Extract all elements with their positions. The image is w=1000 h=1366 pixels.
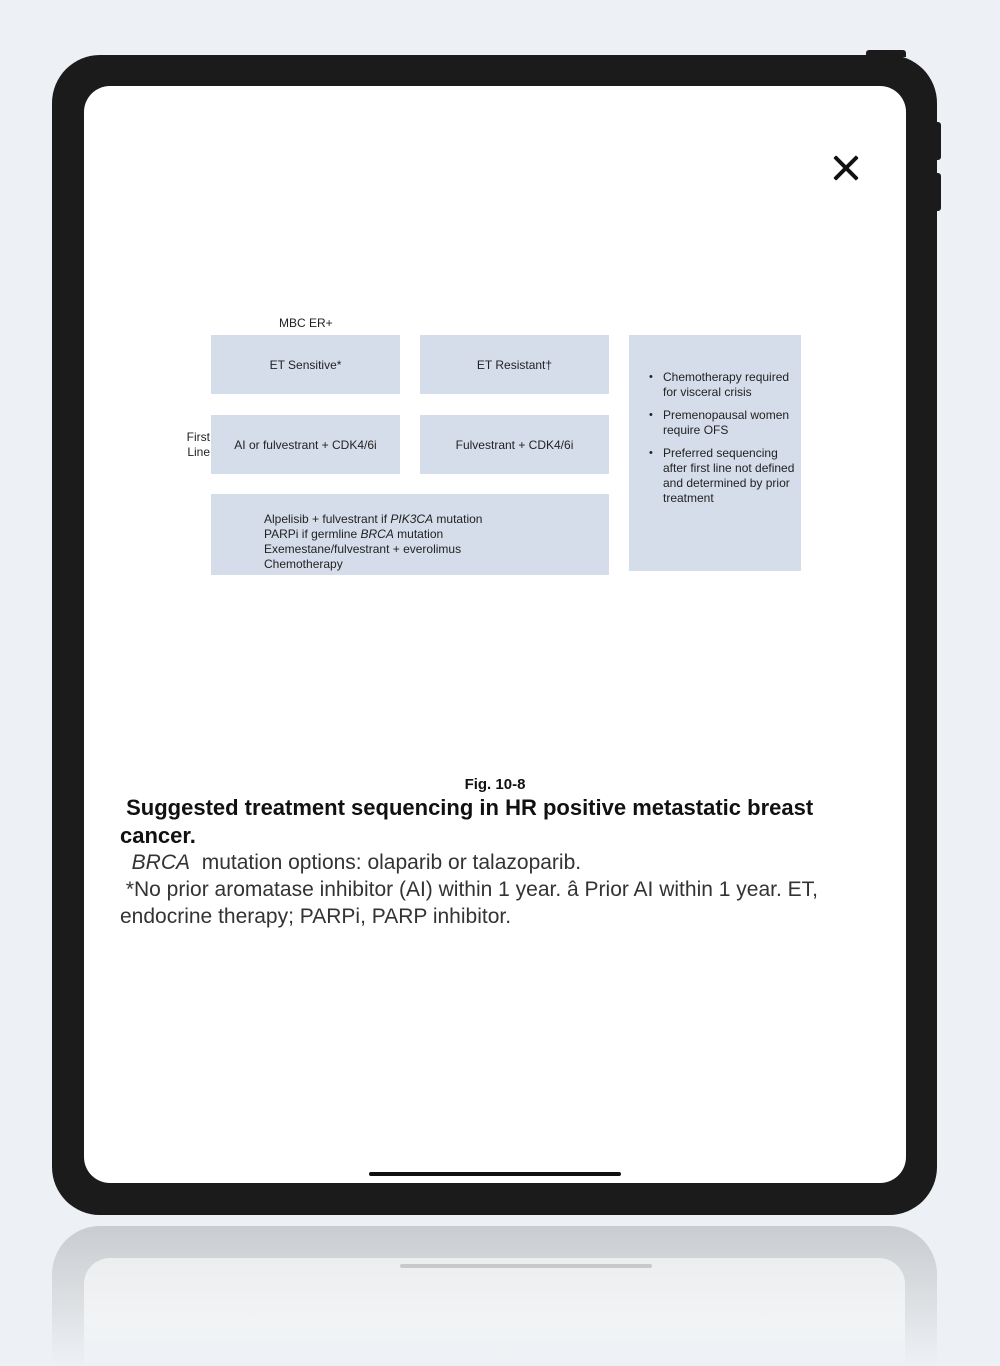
first-line-label	[172, 430, 210, 460]
first-line-sensitive-text: AI or fulvestrant + CDK4/6i	[234, 437, 377, 452]
caption-title: Suggested treatment sequencing in HR positive metastatic breast cancer.	[120, 795, 814, 848]
second-line-options	[264, 512, 482, 572]
first-line-resistant-text: Fulvestrant + CDK4/6i	[455, 437, 574, 452]
caption-body	[120, 849, 880, 930]
first-line-label-line2: Line	[187, 445, 210, 459]
et-sensitive-box	[211, 335, 400, 394]
side-notes-list	[649, 370, 795, 514]
second-line-option-1	[264, 512, 482, 527]
et-sensitive-text: ET Sensitive*	[269, 357, 342, 372]
figure-number: Fig. 10-8	[464, 776, 526, 793]
home-indicator-reflection	[400, 1264, 652, 1268]
side-note-item: • Premenopausal women require OFS	[649, 408, 795, 438]
device-reflection-screen	[84, 1258, 905, 1366]
second-line-option-3: Exemestane/fulvestrant + everolimus	[264, 542, 462, 556]
side-note-item: • Preferred sequencing after first line not defined and determined by prior treatment	[649, 446, 795, 506]
option-1-text: Alpelisib + fulvestrant if	[264, 512, 391, 526]
tablet-screen	[84, 86, 906, 1183]
first-line-sensitive-box	[211, 415, 400, 474]
home-indicator[interactable]	[369, 1172, 621, 1176]
option-2-text: PARPi if germline	[264, 527, 361, 541]
option-2-suffix: mutation	[393, 527, 444, 541]
treatment-sequencing-figure	[84, 86, 906, 606]
first-line-label-line1: First	[186, 430, 210, 444]
mbc-label: MBC ER+	[279, 316, 333, 330]
caption-footnote: *No prior aromatase inhibitor (AI) within 1 year. â Prior AI within 1 year. ET, endocrine therapy; PARPi, PARP inhibitor.	[120, 878, 818, 928]
first-line-resistant-box	[420, 415, 609, 474]
caption-brca-line	[120, 849, 880, 876]
second-line-option-4: Chemotherapy	[264, 557, 343, 571]
option-1-gene: PIK3CA	[390, 512, 434, 526]
side-note-item: • Chemotherapy required for visceral crisis	[649, 370, 795, 400]
et-resistant-text: ET Resistant†	[476, 357, 553, 372]
et-resistant-box	[420, 335, 609, 394]
option-2-gene: BRCA	[360, 527, 394, 541]
option-1-suffix: mutation	[433, 512, 483, 526]
second-line-box	[211, 494, 609, 575]
caption-brca-italic: BRCA	[131, 851, 191, 874]
device-reflection	[52, 1226, 937, 1366]
caption-brca-text: mutation options: olaparib or talazoparib.	[190, 851, 582, 874]
second-line-option-2	[264, 527, 482, 542]
side-notes-box	[629, 335, 801, 571]
